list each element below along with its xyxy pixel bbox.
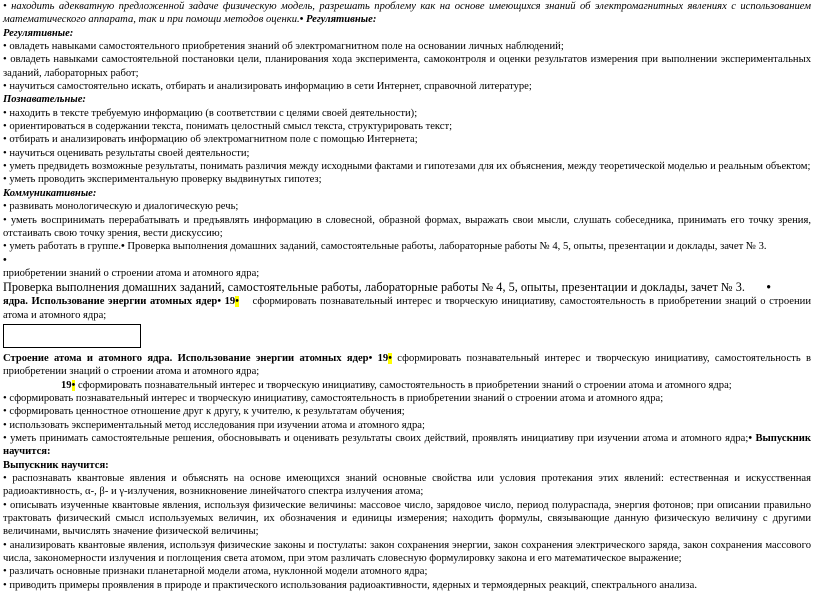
graduate-heading: Выпускник научится: bbox=[3, 459, 109, 471]
check-text: Проверка выполнения домашних заданий, самостоятельные работы, лабораторные работы № 4, 5, опыты, презентации и доклады, зачет № 3. bbox=[3, 280, 745, 295]
topic-rest: сформировать познавательный интерес и творческую инициативу, самостоятельность в приобретении знаций о строении атома и атомного ядра; bbox=[3, 352, 811, 378]
list-item: • овладеть навыками самостоятельной постановки цели, планирования хода эксперимента, самоконтроля и оценки результатов измерения при выполнении экспериментальных заданий, лабораторных работ; bbox=[3, 54, 811, 79]
intro-paragraph bbox=[3, 0, 811, 27]
list-item: • развивать монологическую и диалогическую речь; bbox=[3, 201, 239, 213]
bullet-icon: • bbox=[121, 241, 125, 253]
list-item: • отбирать и анализировать информацию об электромагнитном поле с помощью Интернета; bbox=[3, 134, 418, 146]
highlighted-bullet-icon: • bbox=[235, 296, 239, 308]
list-item: • сформировать ценностное отношение друг к другу, к учителю, к результатам обучения; bbox=[3, 406, 405, 418]
topic-title: ядра. Использование энергии атомных ядер bbox=[3, 296, 218, 308]
list-item: • сформировать познавательный интерес и творческую инициативу, самостоятельность в приобретении знаний о строении атома и атомного ядра; bbox=[3, 392, 664, 404]
last-item-text: • уметь принимать самостоятельные решения, обосновывать и оценивать результаты своих действий, проявлять инициативу при изучении атома и атомного ядра; bbox=[3, 432, 749, 444]
bullet-icon: • bbox=[748, 432, 753, 444]
topic-rest: сформировать познавательный интерес и творческую инициативу, самостоятельность в приобретении знаций о строении атома и атомного ядра; bbox=[3, 296, 811, 321]
list-item: • распознавать квантовые явления и объяснять на основе имеющихся знаний основные свойства или условия протекания этих явлений: естественная и искусственная радиоактивность, α-, β- и γ-излучения, возникновение линейчатого спектра излучения атома; bbox=[3, 473, 811, 498]
lesson-number: 19 bbox=[61, 379, 72, 391]
graduate-inline-title: Выпускник научится: bbox=[3, 432, 811, 458]
regulative-heading: Регулятивные: bbox=[3, 27, 74, 39]
communicative-heading: Коммуникативные: bbox=[3, 187, 97, 199]
empty-text-box bbox=[3, 324, 141, 348]
list-item: • овладеть навыками самостоятельного приобретения знаний об электромагнитном поле на основании личных наблюдений; bbox=[3, 41, 564, 53]
atom-line: приобретении знаний о строении атома и атомного ядра; bbox=[3, 267, 260, 279]
topic-title: Строение атома и атомного ядра. Использование энергии атомных ядер bbox=[3, 352, 369, 364]
list-item: • уметь проводить экспериментальную проверку выдвинутых гипотез; bbox=[3, 174, 322, 186]
group-work-item bbox=[3, 240, 811, 253]
list-item: • различать основные признаки планетарной модели атома, нуклонной модели атомного ядра; bbox=[3, 566, 428, 578]
intro-tail: Регулятивные: bbox=[303, 14, 377, 26]
structure-line-2-rest: сформировать познавательный интерес и творческую инициативу, самостоятельность в приобретении знаний о строении атома и атомного ядра; bbox=[75, 379, 732, 391]
bullet-icon: • bbox=[368, 352, 373, 364]
list-item: • находить в тексте требуемую информацию (в соответствии с целями своей деятельности); bbox=[3, 107, 418, 119]
list-item-last bbox=[3, 432, 811, 459]
list-item: • уметь предвидеть возможные результаты, понимать различия между исходными фактами и гипотезами для их объяснения, между теоретической моделью и реальным объектом; bbox=[3, 161, 811, 173]
check-paragraph bbox=[3, 280, 811, 295]
bullet-icon: • bbox=[299, 14, 304, 26]
structure-line-2 bbox=[3, 379, 811, 392]
list-item: • приводить примеры проявления в природе и практического использования радиоактивности, ядерных и термоядерных реакций, спектрального анализа. bbox=[3, 579, 697, 591]
bullet-icon: • bbox=[3, 254, 7, 266]
list-item: • использовать экспериментальный метод исследования при изучении атома и атомного ядра; bbox=[3, 419, 425, 431]
highlighted-bullet-icon: • bbox=[71, 379, 76, 391]
list-item: • научиться оценивать результаты своей деятельности; bbox=[3, 147, 250, 159]
lesson-number: 19 bbox=[372, 352, 389, 364]
intro-text: • находить адекватную предложенной задаче физическую модель, разрешать проблему как на основе имеющихся знаний об электромагнитных явлениях с использованием математического аппарата, так и при помощи методов оценки. bbox=[3, 1, 811, 26]
list-item: • описывать изученные квантовые явления, используя физические величины: массовое число, зарядовое число, период полураспада, энергия фотонов; при описании правильно трактовать физический смысл используемых величин, их обозначения и единицы измерения; находить формулы, связывающие данную физическую величину с другими величинами, вычислять значение физической величины; bbox=[3, 499, 811, 538]
highlighted-bullet-icon: • bbox=[388, 352, 392, 364]
list-item: • уметь воспринимать перерабатывать и предъявлять информацию в словесной, образной формах, выражать свои мысли, слушать собеседника, принимать его точку зрения, отстаивать свою точку зрения, вести дискуссию; bbox=[3, 214, 811, 239]
lesson-number: 19 bbox=[221, 296, 236, 308]
bullet-icon: • bbox=[217, 296, 222, 308]
list-item: • анализировать квантовые явления, используя физические законы и постулаты: закон сохранения энергии, закон сохранения электрического заряда, закон сохранения массового числа, закономерности излучения и поглощения света атомом, при этом различать словесную формулировку закона и его математическое выражение; bbox=[3, 539, 811, 565]
atom-topic-paragraph bbox=[3, 295, 811, 322]
group-prefix: • уметь работать в группе. bbox=[3, 241, 122, 253]
list-item: • ориентироваться в содержании текста, понимать целостный смысл текста, структурировать текст; bbox=[3, 121, 453, 133]
cognitive-heading: Познавательные: bbox=[3, 94, 86, 106]
structure-topic-paragraph bbox=[3, 352, 811, 379]
bullet-icon: • bbox=[766, 280, 771, 295]
list-item: • научиться самостоятельно искать, отбирать и анализировать информацию в сети Интернет, справочной литературе; bbox=[3, 81, 532, 93]
group-rest: Проверка выполнения домашних заданий, самостоятельные работы, лабораторные работы № 4, 5, опыты, презентации и доклады, зачет № 3. bbox=[124, 241, 767, 253]
